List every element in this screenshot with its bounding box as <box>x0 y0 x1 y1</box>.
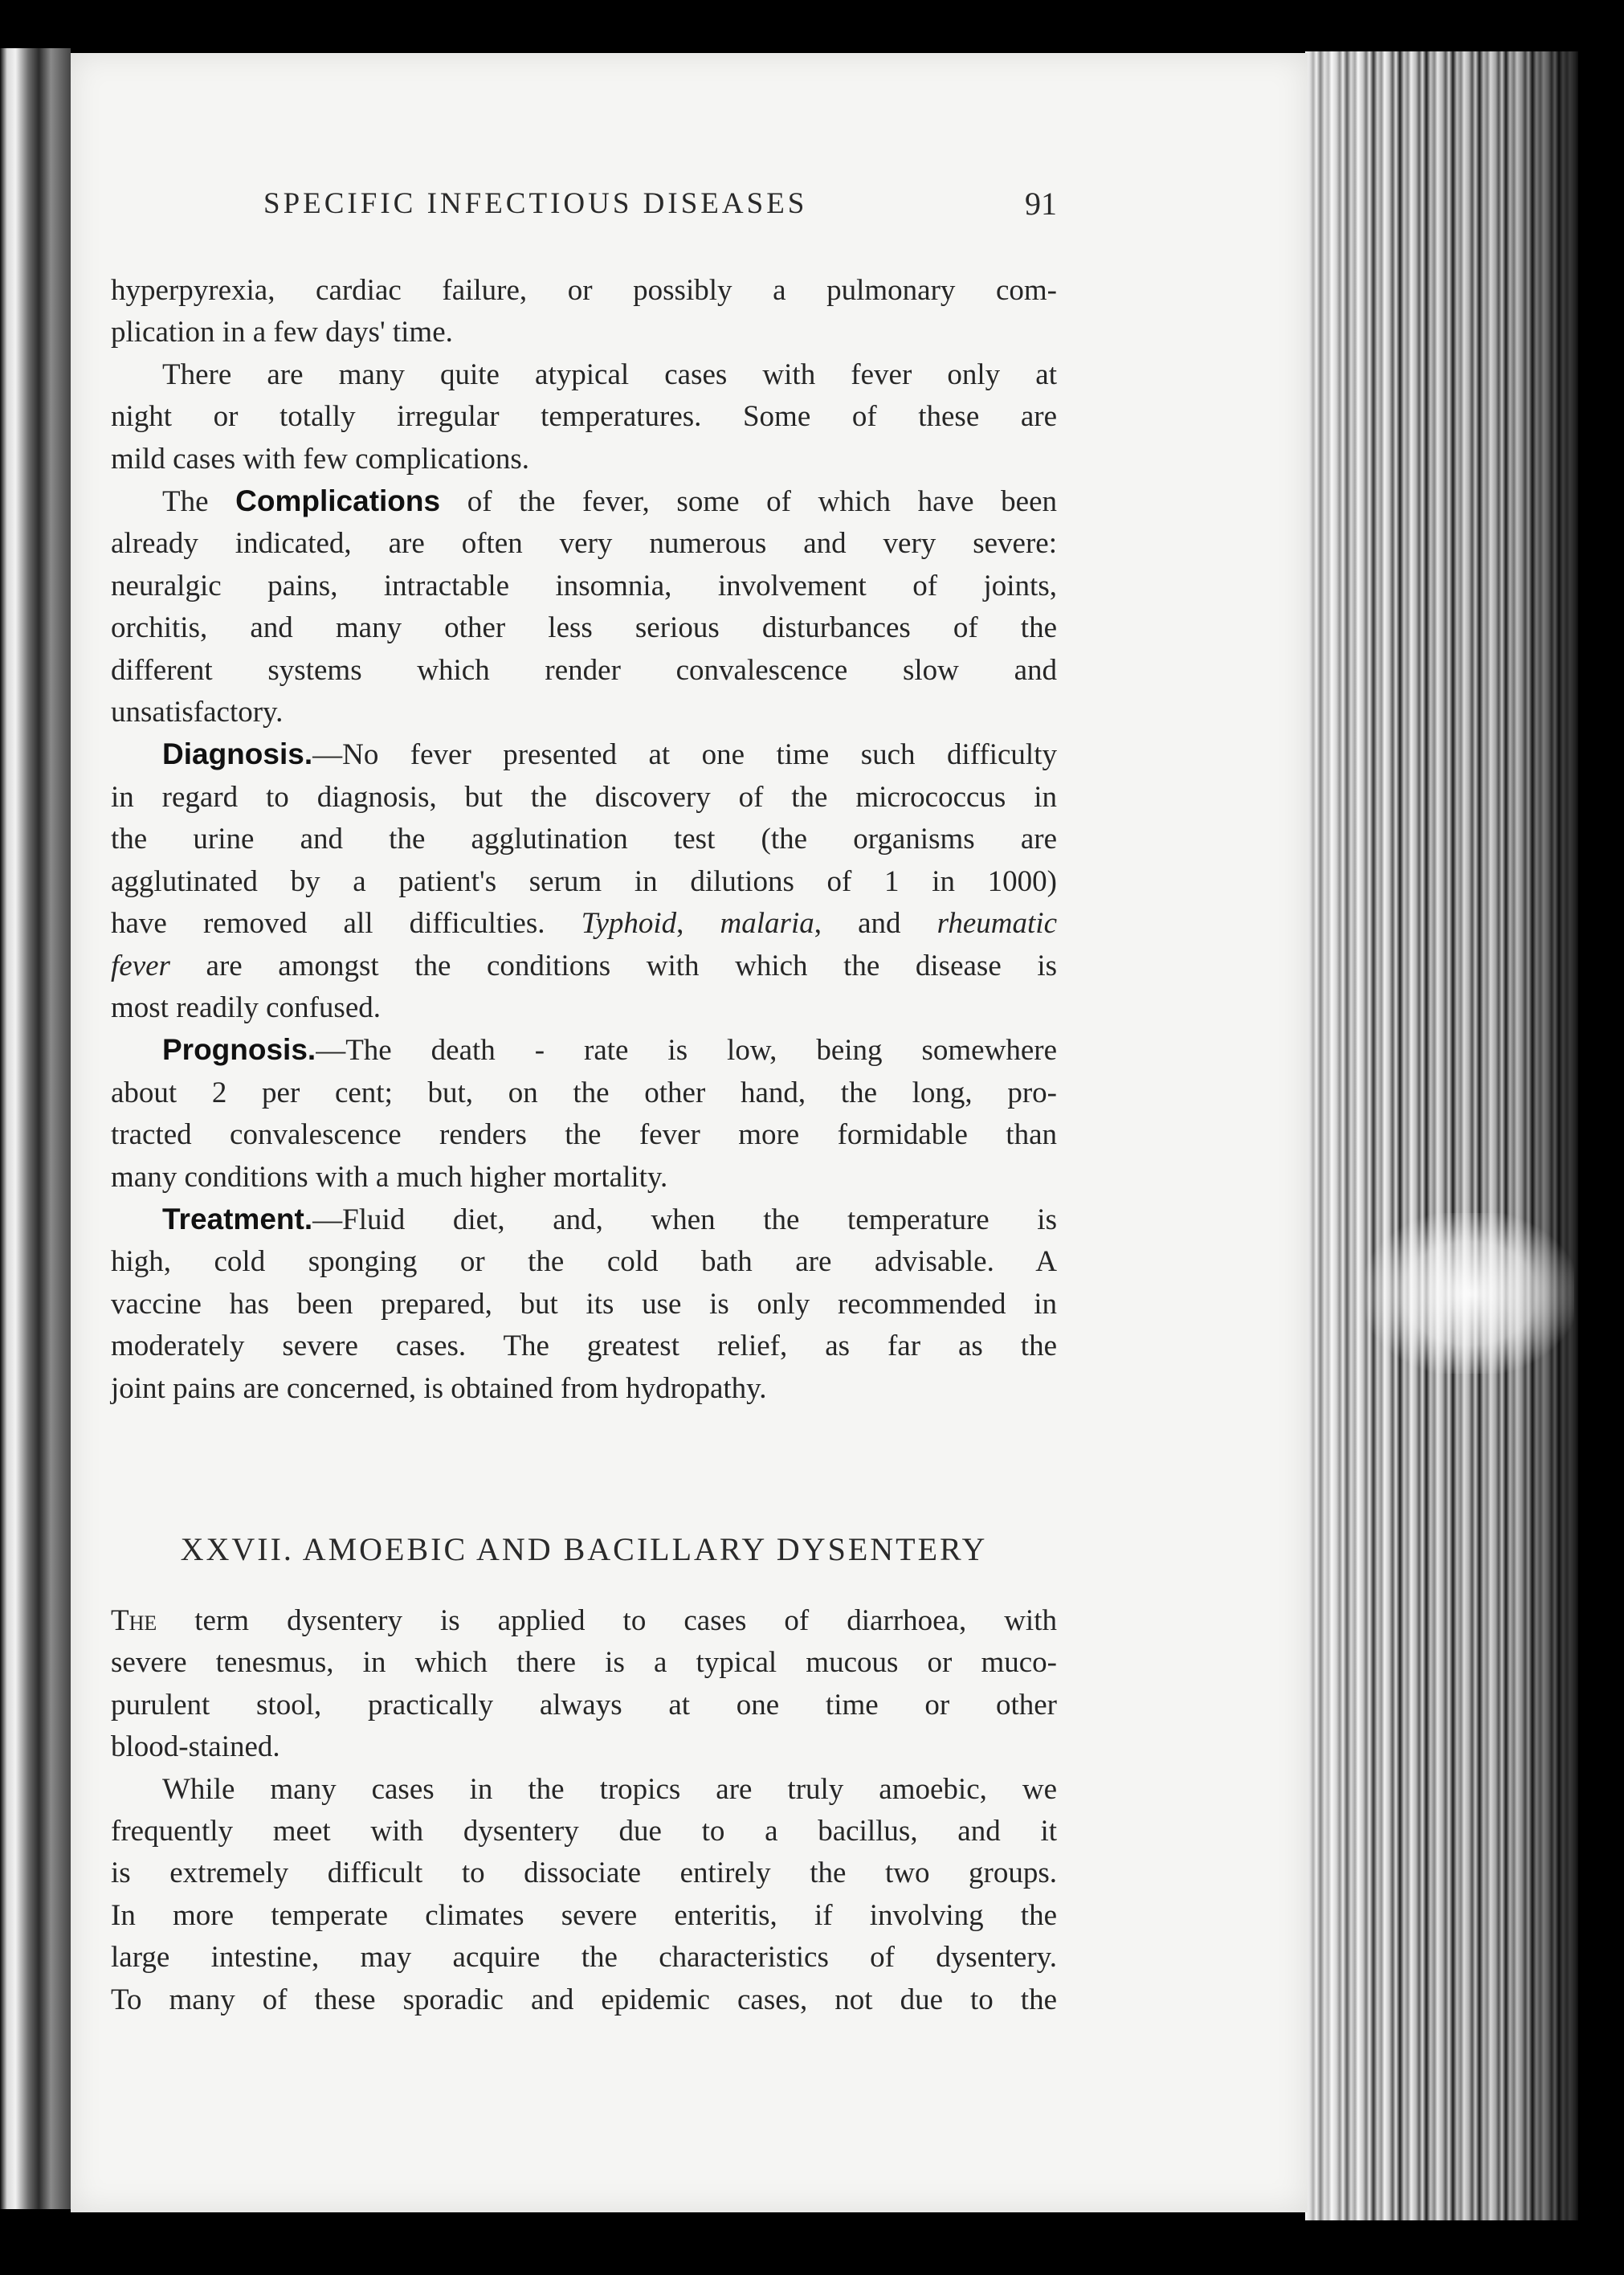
section-heading: XXVII. AMOEBIC AND BACILLARY DYSENTERY <box>180 1530 988 1567</box>
section-gap <box>111 1410 1057 1530</box>
paragraph-line: is extremely difficult to dissociate entirely the two groups. <box>111 1856 1057 1890</box>
paragraph-line: blood-stained. <box>111 1730 280 1764</box>
scan-light-flare <box>1365 1213 1574 1374</box>
paragraph-line: purulent stool, practically always at one time or other <box>111 1688 1057 1722</box>
paragraph-line: different systems which render convalescence slow and <box>111 653 1057 687</box>
paragraph-line: orchitis, and many other less serious disturbances of the <box>111 611 1057 645</box>
paragraph-line: frequently meet with dysentery due to a bacillus, and it <box>111 1815 1057 1848</box>
book-gutter-shadow <box>0 48 71 2209</box>
paragraph-line: Treatment.—Fluid diet, and, when the temperature is <box>162 1202 1057 1236</box>
paragraph-line: about 2 per cent; but, on the other hand, the long, pro- <box>111 1076 1057 1109</box>
page-content <box>111 182 1057 2021</box>
treatment-heading: Treatment. <box>162 1202 313 1236</box>
paragraph-line: The term dysentery is applied to cases of diarrhoea, with <box>111 1603 1057 1637</box>
paragraph-line: Diagnosis.—No fever presented at one time such difficulty <box>162 737 1057 772</box>
paragraph-line: mild cases with few complications. <box>111 442 529 476</box>
paragraph-line: joint pains are concerned, is obtained from hydropathy. <box>111 1371 767 1405</box>
paragraph-line: many conditions with a much higher mortality. <box>111 1160 668 1194</box>
complications-heading: Complications <box>235 484 441 518</box>
page-stack-shading <box>1305 51 1578 2220</box>
paragraph-line: high, cold sponging or the cold bath are advisable. A <box>111 1245 1057 1279</box>
paragraph-line: fever are amongst the conditions with which the disease is <box>111 949 1057 982</box>
paragraph-line: Prognosis.—The death - rate is low, being somewhere <box>162 1033 1057 1068</box>
paragraph-line: tracted convalescence renders the fever more formidable than <box>111 1118 1057 1152</box>
paragraph-line: The Complications of the fever, some of which have been <box>162 484 1057 519</box>
paragraph-line: In more temperate climates severe enteritis, if involving the <box>111 1898 1057 1932</box>
paragraph-line: have removed all difficulties. Typhoid, malaria, and rheumatic <box>111 907 1058 941</box>
paragraph-line: hyperpyrexia, cardiac failure, or possibly a pulmonary com- <box>111 274 1057 307</box>
running-head-title: SPECIFIC INFECTIOUS DISEASES <box>263 187 808 220</box>
paragraph-line: already indicated, are often very numerous and very severe: <box>111 527 1057 561</box>
running-head <box>111 182 1057 238</box>
paragraph-line: most readily confused. <box>111 990 381 1024</box>
paragraph-line: vaccine has been prepared, but its use is only recommended in <box>111 1287 1057 1321</box>
diagnosis-heading: Diagnosis. <box>162 737 313 771</box>
prognosis-heading: Prognosis. <box>162 1033 316 1067</box>
paragraph-line: unsatisfactory. <box>111 696 284 729</box>
paragraph-line: plication in a few days' time. <box>111 316 453 349</box>
paragraph-line: large intestine, may acquire the characteristics of dysentery. <box>111 1941 1057 1975</box>
paragraph-line: agglutinated by a patient's serum in dilutions of 1 in 1000) <box>111 864 1057 898</box>
paragraph-line: To many of these sporadic and epidemic cases, not due to the <box>111 1983 1057 2016</box>
paragraph-line: the urine and the agglutination test (the organisms are <box>111 823 1057 856</box>
page-number: 91 <box>1025 186 1057 222</box>
paragraph-line: night or totally irregular temperatures. Some of these are <box>111 400 1057 434</box>
paragraph-line: neuralgic pains, intractable insomnia, involvement of joints, <box>111 569 1057 602</box>
paragraph-line: moderately severe cases. The greatest relief, as far as the <box>111 1329 1057 1363</box>
paragraph-line: severe tenesmus, in which there is a typical mucous or muco- <box>111 1646 1057 1680</box>
paragraph-line: There are many quite atypical cases with fever only at <box>162 357 1057 391</box>
paragraph-line: While many cases in the tropics are truly amoebic, we <box>162 1772 1057 1806</box>
paragraph-line: in regard to diagnosis, but the discovery of the micrococcus in <box>111 780 1057 814</box>
